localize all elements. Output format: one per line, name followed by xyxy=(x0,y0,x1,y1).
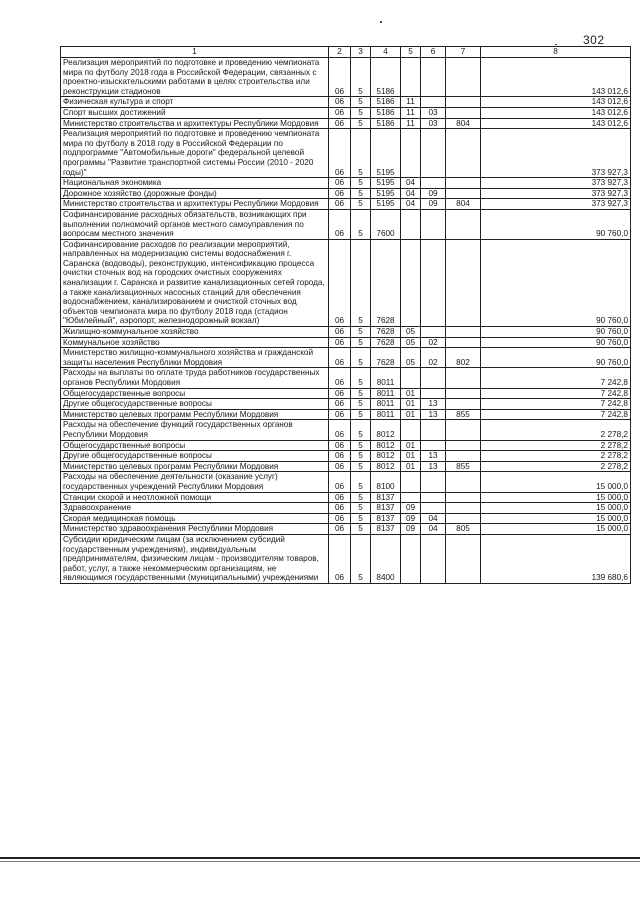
table-row xyxy=(61,534,631,583)
amount-cell: 143 012,6 xyxy=(481,118,631,129)
code-subchapter-cell xyxy=(421,129,446,178)
code-ministry-cell: 06 xyxy=(329,420,351,440)
amount-cell: 143 012,6 xyxy=(481,58,631,97)
item-name-cell: Здравоохранение xyxy=(61,503,329,514)
code-target-cell: 7628 xyxy=(371,337,401,348)
item-name-cell: Реализация мероприятий по подготовке и проведению чемпионата мира по футболу в 2018 году в Российской Федерации по подпрограмме "Автомобильные дороги" федеральной целевой программы "Развитие транспортной системы России (2010 - 2020 годы)" xyxy=(61,129,329,178)
code-chapter-cell: 01 xyxy=(401,440,421,451)
code-ministry-cell: 06 xyxy=(329,399,351,410)
code-target-cell: 8012 xyxy=(371,461,401,472)
amount-cell: 15 000,0 xyxy=(481,492,631,503)
code-chapter-cell xyxy=(401,472,421,492)
amount-cell: 2 278,2 xyxy=(481,440,631,451)
code-target-cell: 5186 xyxy=(371,107,401,118)
code-ministry-cell: 06 xyxy=(329,409,351,420)
code-section-cell: 5 xyxy=(351,492,371,503)
code-ministry-cell: 06 xyxy=(329,503,351,514)
code-chapter-cell: 09 xyxy=(401,524,421,535)
table-row xyxy=(61,348,631,368)
table-row xyxy=(61,461,631,472)
code-target-cell: 8137 xyxy=(371,524,401,535)
item-name-cell: Софинансирование расходов по реализации мероприятий, направленных на модернизацию системы водоснабжения г. Саранска (водоводы), реконструкцию, интенсификацию процесса очистки сточных вод на городских очистных сооружениях канализации г. Саранска и развитие канализационных сетей города, а также канализационных насосных станций для обеспечения водоснабжением, канализированием и очисткой сточных вод объектов чемпионата мира по футболу 2018 года (стадион "Юбилейный", аэропорт, железнодорожный вокзал) xyxy=(61,239,329,326)
code-ministry-cell: 06 xyxy=(329,348,351,368)
code-ministry-cell: 06 xyxy=(329,327,351,338)
amount-cell: 373 927,3 xyxy=(481,129,631,178)
code-section-cell: 5 xyxy=(351,107,371,118)
code-target-cell: 5195 xyxy=(371,199,401,210)
scan-speck xyxy=(555,44,557,45)
amount-cell: 90 760,0 xyxy=(481,337,631,348)
item-name-cell: Расходы на обеспечение функций государственных органов Республики Мордовия xyxy=(61,420,329,440)
code-subchapter-cell: 02 xyxy=(421,348,446,368)
code-subchapter-cell xyxy=(421,327,446,338)
code-department-cell xyxy=(446,503,481,514)
amount-cell: 90 760,0 xyxy=(481,327,631,338)
budget-table xyxy=(60,46,631,584)
amount-cell: 90 760,0 xyxy=(481,209,631,239)
code-subchapter-cell xyxy=(421,440,446,451)
scan-speck xyxy=(380,21,382,23)
scan-bottom-rule xyxy=(0,857,640,859)
code-target-cell: 8400 xyxy=(371,534,401,583)
code-department-cell xyxy=(446,492,481,503)
code-section-cell: 5 xyxy=(351,440,371,451)
code-subchapter-cell: 09 xyxy=(421,188,446,199)
code-ministry-cell: 06 xyxy=(329,524,351,535)
code-subchapter-cell: 13 xyxy=(421,461,446,472)
item-name-cell: Расходы на выплаты по оплате труда работников государственных органов Республики Мордовия xyxy=(61,368,329,388)
code-section-cell: 5 xyxy=(351,524,371,535)
table-row xyxy=(61,451,631,462)
code-target-cell: 7628 xyxy=(371,348,401,368)
scan-bottom-rule xyxy=(0,861,640,862)
amount-cell: 90 760,0 xyxy=(481,239,631,326)
code-target-cell: 8011 xyxy=(371,388,401,399)
table-row xyxy=(61,188,631,199)
code-chapter-cell xyxy=(401,58,421,97)
page-number: 302 xyxy=(583,33,605,47)
code-target-cell: 8011 xyxy=(371,399,401,410)
code-chapter-cell xyxy=(401,129,421,178)
code-section-cell: 5 xyxy=(351,388,371,399)
table-row xyxy=(61,472,631,492)
amount-cell: 373 927,3 xyxy=(481,199,631,210)
code-chapter-cell: 05 xyxy=(401,348,421,368)
code-department-cell xyxy=(446,188,481,199)
item-name-cell: Дорожное хозяйство (дорожные фонды) xyxy=(61,188,329,199)
amount-cell: 143 012,6 xyxy=(481,97,631,108)
code-chapter-cell: 11 xyxy=(401,118,421,129)
code-target-cell: 5186 xyxy=(371,58,401,97)
code-section-cell: 5 xyxy=(351,451,371,462)
table-row xyxy=(61,209,631,239)
code-subchapter-cell xyxy=(421,209,446,239)
code-target-cell: 8137 xyxy=(371,513,401,524)
code-chapter-cell: 04 xyxy=(401,199,421,210)
code-target-cell: 5186 xyxy=(371,118,401,129)
code-target-cell: 8137 xyxy=(371,492,401,503)
table-row xyxy=(61,399,631,410)
code-department-cell: 855 xyxy=(446,409,481,420)
code-ministry-cell: 06 xyxy=(329,239,351,326)
amount-cell: 7 242,8 xyxy=(481,409,631,420)
amount-cell: 2 278,2 xyxy=(481,461,631,472)
table-row xyxy=(61,524,631,535)
code-subchapter-cell: 13 xyxy=(421,451,446,462)
code-department-cell xyxy=(446,368,481,388)
code-chapter-cell: 01 xyxy=(401,461,421,472)
table-row xyxy=(61,409,631,420)
item-name-cell: Софинансирование расходных обязательств, возникающих при выполнении полномочий органов местного самоуправления по вопросам местного значения xyxy=(61,209,329,239)
code-target-cell: 8011 xyxy=(371,368,401,388)
table-row xyxy=(61,178,631,189)
code-department-cell xyxy=(446,451,481,462)
item-name-cell: Скорая медицинская помощь xyxy=(61,513,329,524)
code-subchapter-cell xyxy=(421,239,446,326)
table-row xyxy=(61,388,631,399)
code-subchapter-cell: 04 xyxy=(421,524,446,535)
code-chapter-cell: 05 xyxy=(401,337,421,348)
item-name-cell: Станции скорой и неотложной помощи xyxy=(61,492,329,503)
table-row xyxy=(61,107,631,118)
item-name-cell: Другие общегосударственные вопросы xyxy=(61,399,329,410)
code-target-cell: 8100 xyxy=(371,472,401,492)
item-name-cell: Общегосударственные вопросы xyxy=(61,440,329,451)
code-ministry-cell: 06 xyxy=(329,178,351,189)
code-ministry-cell: 06 xyxy=(329,513,351,524)
code-chapter-cell: 01 xyxy=(401,409,421,420)
code-ministry-cell: 06 xyxy=(329,492,351,503)
code-ministry-cell: 06 xyxy=(329,472,351,492)
code-department-cell xyxy=(446,178,481,189)
code-section-cell: 5 xyxy=(351,239,371,326)
item-name-cell: Реализация мероприятий по подготовке и проведению чемпионата мира по футболу 2018 года в Российской Федерации, связанных с проектно-изыскательскими работами в целях строительства или реконструкции стадионов xyxy=(61,58,329,97)
amount-cell: 15 000,0 xyxy=(481,524,631,535)
code-ministry-cell: 06 xyxy=(329,209,351,239)
code-department-cell xyxy=(446,129,481,178)
code-section-cell: 5 xyxy=(351,209,371,239)
code-subchapter-cell xyxy=(421,178,446,189)
amount-cell: 7 242,8 xyxy=(481,368,631,388)
code-department-cell xyxy=(446,337,481,348)
code-department-cell xyxy=(446,440,481,451)
code-chapter-cell: 11 xyxy=(401,97,421,108)
item-name-cell: Физическая культура и спорт xyxy=(61,97,329,108)
item-name-cell: Коммунальное хозяйство xyxy=(61,337,329,348)
table-row xyxy=(61,58,631,97)
table-row xyxy=(61,492,631,503)
code-target-cell: 7628 xyxy=(371,327,401,338)
table-row xyxy=(61,420,631,440)
code-target-cell: 8137 xyxy=(371,503,401,514)
header-cell: 8 xyxy=(481,47,631,58)
code-chapter-cell: 09 xyxy=(401,513,421,524)
code-section-cell: 5 xyxy=(351,348,371,368)
code-chapter-cell xyxy=(401,534,421,583)
code-department-cell: 805 xyxy=(446,524,481,535)
table-row xyxy=(61,337,631,348)
item-name-cell: Субсидии юридическим лицам (за исключением субсидий государственным учреждениям), индивидуальным предпринимателям, физическим лицам - производителям товаров, работ, услуг, а также некоммерческим организациям, не являющимся государственными (муниципальными) учреждениями xyxy=(61,534,329,583)
code-ministry-cell: 06 xyxy=(329,97,351,108)
code-subchapter-cell xyxy=(421,420,446,440)
amount-cell: 143 012,6 xyxy=(481,107,631,118)
table-row xyxy=(61,118,631,129)
code-section-cell: 5 xyxy=(351,472,371,492)
amount-cell: 90 760,0 xyxy=(481,348,631,368)
amount-cell: 2 278,2 xyxy=(481,420,631,440)
code-section-cell: 5 xyxy=(351,327,371,338)
code-department-cell xyxy=(446,513,481,524)
code-ministry-cell: 06 xyxy=(329,440,351,451)
code-target-cell: 7600 xyxy=(371,209,401,239)
table-row xyxy=(61,97,631,108)
code-section-cell: 5 xyxy=(351,461,371,472)
code-department-cell xyxy=(446,534,481,583)
code-chapter-cell: 04 xyxy=(401,178,421,189)
code-ministry-cell: 06 xyxy=(329,118,351,129)
code-target-cell: 5195 xyxy=(371,188,401,199)
table-row xyxy=(61,327,631,338)
code-ministry-cell: 06 xyxy=(329,58,351,97)
item-name-cell: Спорт высших достижений xyxy=(61,107,329,118)
code-subchapter-cell xyxy=(421,503,446,514)
code-section-cell: 5 xyxy=(351,368,371,388)
item-name-cell: Министерство здравоохранения Республики Мордовия xyxy=(61,524,329,535)
code-subchapter-cell xyxy=(421,388,446,399)
item-name-cell: Расходы на обеспечение деятельности (оказание услуг) государственных учреждений Республики Мордовия xyxy=(61,472,329,492)
amount-cell: 7 242,8 xyxy=(481,388,631,399)
code-department-cell: 855 xyxy=(446,461,481,472)
header-row xyxy=(61,47,631,58)
code-section-cell: 5 xyxy=(351,399,371,410)
code-section-cell: 5 xyxy=(351,420,371,440)
item-name-cell: Министерство целевых программ Республики Мордовия xyxy=(61,409,329,420)
code-chapter-cell: 09 xyxy=(401,503,421,514)
amount-cell: 15 000,0 xyxy=(481,503,631,514)
code-target-cell: 5186 xyxy=(371,97,401,108)
code-chapter-cell: 05 xyxy=(401,327,421,338)
code-department-cell xyxy=(446,388,481,399)
table-row xyxy=(61,129,631,178)
code-department-cell xyxy=(446,399,481,410)
code-chapter-cell xyxy=(401,239,421,326)
code-department-cell xyxy=(446,239,481,326)
table-row xyxy=(61,239,631,326)
header-cell: 1 xyxy=(61,47,329,58)
code-subchapter-cell xyxy=(421,492,446,503)
item-name-cell: Министерство строительства и архитектуры Республики Мордовия xyxy=(61,199,329,210)
code-subchapter-cell: 03 xyxy=(421,118,446,129)
code-department-cell xyxy=(446,472,481,492)
code-subchapter-cell xyxy=(421,368,446,388)
code-department-cell: 804 xyxy=(446,118,481,129)
header-cell: 5 xyxy=(401,47,421,58)
amount-cell: 2 278,2 xyxy=(481,451,631,462)
code-subchapter-cell xyxy=(421,97,446,108)
table-row xyxy=(61,503,631,514)
code-subchapter-cell xyxy=(421,534,446,583)
code-target-cell: 8012 xyxy=(371,451,401,462)
code-section-cell: 5 xyxy=(351,129,371,178)
code-department-cell xyxy=(446,209,481,239)
item-name-cell: Другие общегосударственные вопросы xyxy=(61,451,329,462)
code-subchapter-cell: 02 xyxy=(421,337,446,348)
amount-cell: 15 000,0 xyxy=(481,513,631,524)
header-cell: 3 xyxy=(351,47,371,58)
amount-cell: 373 927,3 xyxy=(481,188,631,199)
code-target-cell: 8011 xyxy=(371,409,401,420)
header-cell: 4 xyxy=(371,47,401,58)
code-section-cell: 5 xyxy=(351,188,371,199)
code-chapter-cell xyxy=(401,368,421,388)
table-row xyxy=(61,199,631,210)
table-row xyxy=(61,440,631,451)
code-chapter-cell: 01 xyxy=(401,399,421,410)
item-name-cell: Министерство жилищно-коммунального хозяйства и гражданской защиты населения Республики Мордовия xyxy=(61,348,329,368)
code-ministry-cell: 06 xyxy=(329,388,351,399)
code-target-cell: 7628 xyxy=(371,239,401,326)
code-chapter-cell: 01 xyxy=(401,388,421,399)
header-cell: 6 xyxy=(421,47,446,58)
code-target-cell: 5195 xyxy=(371,178,401,189)
table-row xyxy=(61,368,631,388)
table-row xyxy=(61,513,631,524)
item-name-cell: Национальная экономика xyxy=(61,178,329,189)
code-ministry-cell: 06 xyxy=(329,129,351,178)
item-name-cell: Министерство целевых программ Республики Мордовия xyxy=(61,461,329,472)
header-cell: 7 xyxy=(446,47,481,58)
header-cell: 2 xyxy=(329,47,351,58)
code-subchapter-cell: 03 xyxy=(421,107,446,118)
amount-cell: 139 680,6 xyxy=(481,534,631,583)
code-chapter-cell xyxy=(401,492,421,503)
item-name-cell: Министерство строительства и архитектуры Республики Мордовия xyxy=(61,118,329,129)
code-subchapter-cell: 09 xyxy=(421,199,446,210)
code-subchapter-cell: 13 xyxy=(421,399,446,410)
code-department-cell xyxy=(446,327,481,338)
code-chapter-cell xyxy=(401,209,421,239)
code-target-cell: 8012 xyxy=(371,440,401,451)
amount-cell: 15 000,0 xyxy=(481,472,631,492)
code-department-cell xyxy=(446,97,481,108)
code-chapter-cell: 01 xyxy=(401,451,421,462)
code-target-cell: 8012 xyxy=(371,420,401,440)
code-section-cell: 5 xyxy=(351,199,371,210)
code-section-cell: 5 xyxy=(351,513,371,524)
code-section-cell: 5 xyxy=(351,178,371,189)
code-section-cell: 5 xyxy=(351,118,371,129)
code-chapter-cell: 04 xyxy=(401,188,421,199)
item-name-cell: Жилищно-коммунальное хозяйство xyxy=(61,327,329,338)
code-chapter-cell xyxy=(401,420,421,440)
code-section-cell: 5 xyxy=(351,58,371,97)
code-chapter-cell: 11 xyxy=(401,107,421,118)
code-ministry-cell: 06 xyxy=(329,188,351,199)
code-subchapter-cell xyxy=(421,58,446,97)
code-department-cell: 804 xyxy=(446,199,481,210)
amount-cell: 373 927,3 xyxy=(481,178,631,189)
code-ministry-cell: 06 xyxy=(329,451,351,462)
code-department-cell xyxy=(446,58,481,97)
code-ministry-cell: 06 xyxy=(329,534,351,583)
code-ministry-cell: 06 xyxy=(329,107,351,118)
code-subchapter-cell xyxy=(421,472,446,492)
code-target-cell: 5195 xyxy=(371,129,401,178)
code-ministry-cell: 06 xyxy=(329,461,351,472)
item-name-cell: Общегосударственные вопросы xyxy=(61,388,329,399)
code-ministry-cell: 06 xyxy=(329,368,351,388)
code-section-cell: 5 xyxy=(351,409,371,420)
code-section-cell: 5 xyxy=(351,503,371,514)
code-subchapter-cell: 04 xyxy=(421,513,446,524)
code-subchapter-cell: 13 xyxy=(421,409,446,420)
code-section-cell: 5 xyxy=(351,337,371,348)
code-ministry-cell: 06 xyxy=(329,199,351,210)
code-section-cell: 5 xyxy=(351,534,371,583)
code-ministry-cell: 06 xyxy=(329,337,351,348)
code-department-cell: 802 xyxy=(446,348,481,368)
amount-cell: 7 242,8 xyxy=(481,399,631,410)
code-department-cell xyxy=(446,420,481,440)
code-section-cell: 5 xyxy=(351,97,371,108)
code-department-cell xyxy=(446,107,481,118)
